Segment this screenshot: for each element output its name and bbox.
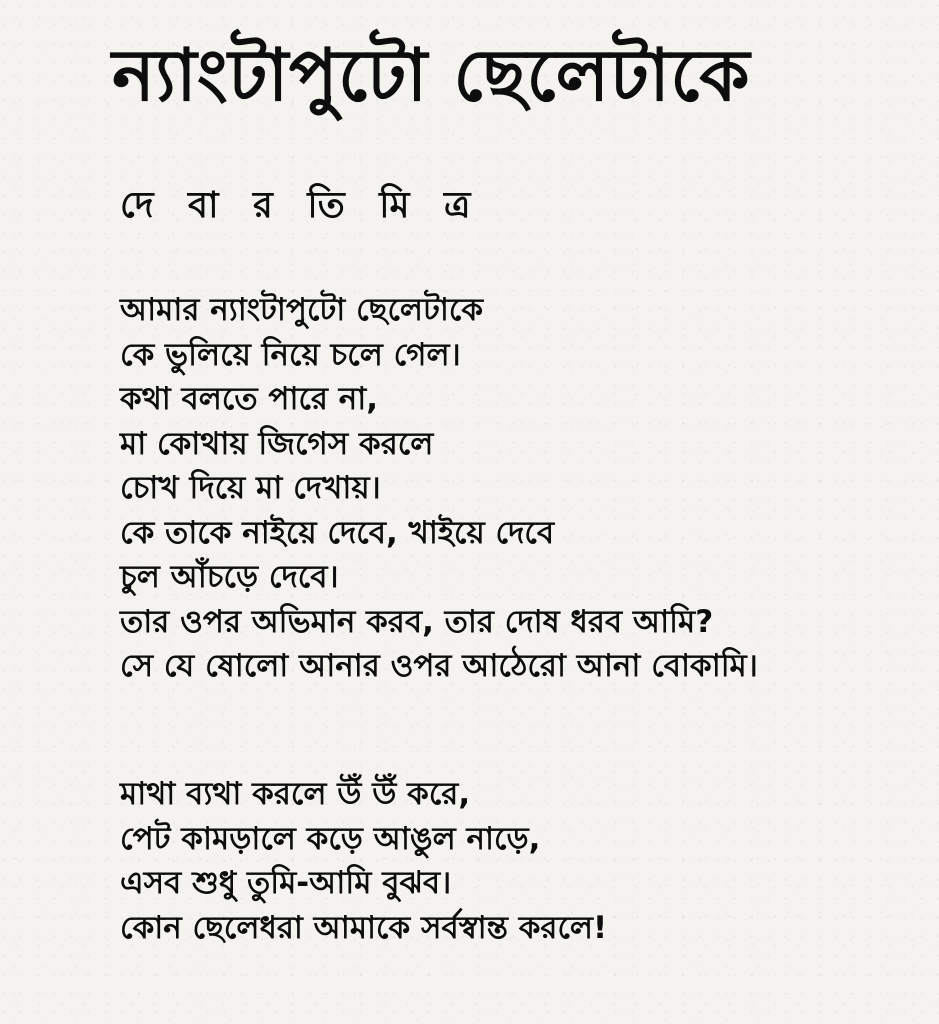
poem-line: কথা বলতে পারে না, [120, 381, 379, 417]
poem-title: ন্যাংটাপুটো ছেলেটাকে [112, 33, 751, 117]
poem-author: দে বা র তি মি ত্র [120, 185, 482, 226]
poem-line: সে যে ষোলো আনার ওপর আঠেরো আনা বোকামি। [120, 648, 758, 684]
poem-line: তার ওপর অভিমান করব, তার দোষ ধরব আমি? [120, 603, 714, 640]
poem-line: মাথা ব্যথা করলে উঁ উঁ করে, [120, 776, 471, 812]
poem-line: এসব শুধু তুমি-আমি বুঝব। [120, 865, 452, 901]
poem-line: চোখ দিয়ে মা দেখায়। [120, 470, 381, 506]
poem-line: কে তাকে নাইয়ে দেবে, খাইয়ে দেবে [120, 514, 555, 551]
poem-line: পেট কামড়ালে কড়ে আঙুল নাড়ে, [120, 820, 541, 857]
stanza-2 [120, 772, 880, 950]
poem-line: কে ভুলিয়ে নিয়ে চলে গেল। [120, 336, 461, 373]
poem-line: আমার ন্যাংটাপুটো ছেলেটাকে [120, 292, 484, 328]
poem-line: চুল আঁচড়ে দেবে। [120, 559, 339, 595]
poem-line: মা কোথায় জিগেস করলে [120, 425, 434, 462]
stanza-1 [120, 288, 880, 689]
poem-line: কোন ছেলেধরা আমাকে সর্বস্বান্ত করলে! [120, 909, 608, 946]
